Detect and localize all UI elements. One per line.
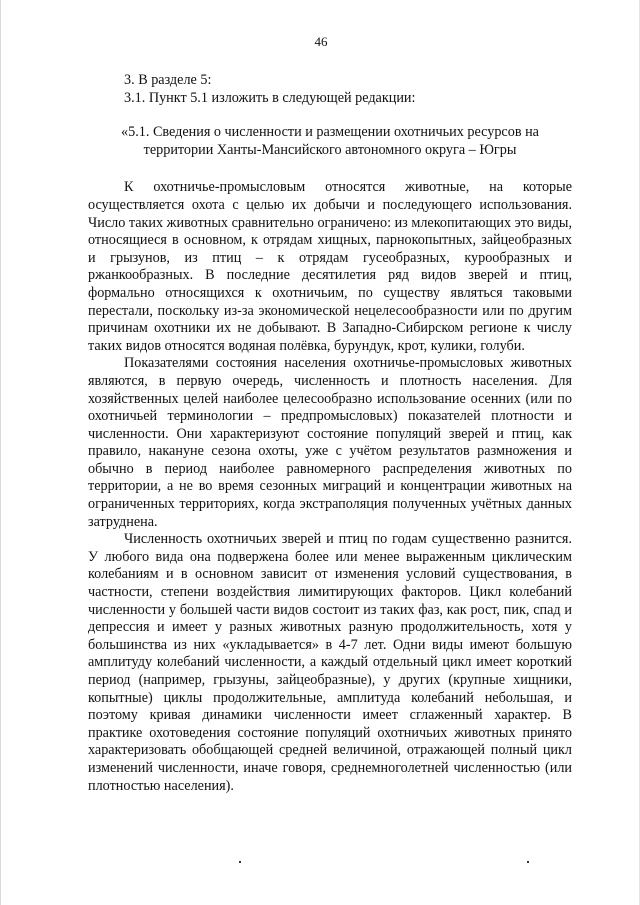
document-body	[88, 72, 572, 795]
intro-line-clause: 3.1. Пункт 5.1 изложить в следующей редакции:	[124, 89, 416, 106]
section-title: «5.1. Сведения о численности и размещении охотничьих ресурсов на территории Ханты-Мансийского автономного округа – Югры	[121, 124, 539, 158]
scan-speck	[239, 861, 241, 863]
paragraph-population-indicators: Показателями состояния населения охотничье-промысловых животных являются, в первую очередь, численность и плотность населения. Для хозяйственных целей наиболее целесообразно использование осенних (или по охотничьей терминологии – предпромысловых) показателей плотности и численности. Они характеризуют состояние популяций зверей и птиц, как правило, накануне сезона охоты, уже с учётом результатов размножения и обычно в период наиболее равномерного распределения животных по территории, а не во время сезонных миграций и концентрации животных на ограниченных территориях, когда экстраполяция полученных учётных данных затруднена.	[88, 355, 572, 530]
intro-line-section: 3. В разделе 5:	[124, 72, 212, 88]
paragraph-hunting-species: К охотничье-промысловым относятся животные, на которые осуществляется охота с целью их добычи и последующего использования. Число таких животных сравнительно ограничено: из млекопитающих это виды, относящиеся в основном, к отрядам хищных, парнокопытных, зайцеобразных и грызунов, из птиц – к отрядам гусеобразных, курообразных и ржанкообразных. В последние десятилетия ряд видов зверей и птиц, формально относящихся к охотничьим, по существу являться таковыми перестали, поскольку из-за экономической нецелесообразности или по другим причинам охотники их не добывают. В Западно-Сибирском регионе к числу таких видов относятся водяная полёвка, бурундук, крот, кулики, голуби.	[88, 179, 572, 354]
scan-speck	[527, 861, 529, 863]
page-number: 46	[314, 34, 328, 49]
paragraph-population-dynamics: Численность охотничьих зверей и птиц по годам существенно разнится. У любого вида она подвержена более или менее выраженным циклическим колебаниям и в основном зависит от изменения условий существования, в частности, степени воздействия лимитирующих факторов. Цикл колебаний численности у большей части видов состоит из таких фаз, как рост, пик, спад и депрессия и имеет у разных животных разную продолжительность, хотя у большинства из них «укладывается» в 4-7 лет. Одни виды имеют большую амплитуду колебаний численности, а каждый отдельный цикл имеет короткий период (например, грызуны, зайцеобразные), у других (крупные хищники, копытные) циклы продолжительные, амплитуда колебаний небольшая, и поэтому кривая динамики численности имеет сглаженный характер. В практике охотоведения состояние популяций охотничьих животных принято характеризовать обобщающей средней величиной, отражающей полный цикл изменений численности, иначе говоря, среднемноголетней численностью (или плотностью населения).	[88, 531, 572, 794]
